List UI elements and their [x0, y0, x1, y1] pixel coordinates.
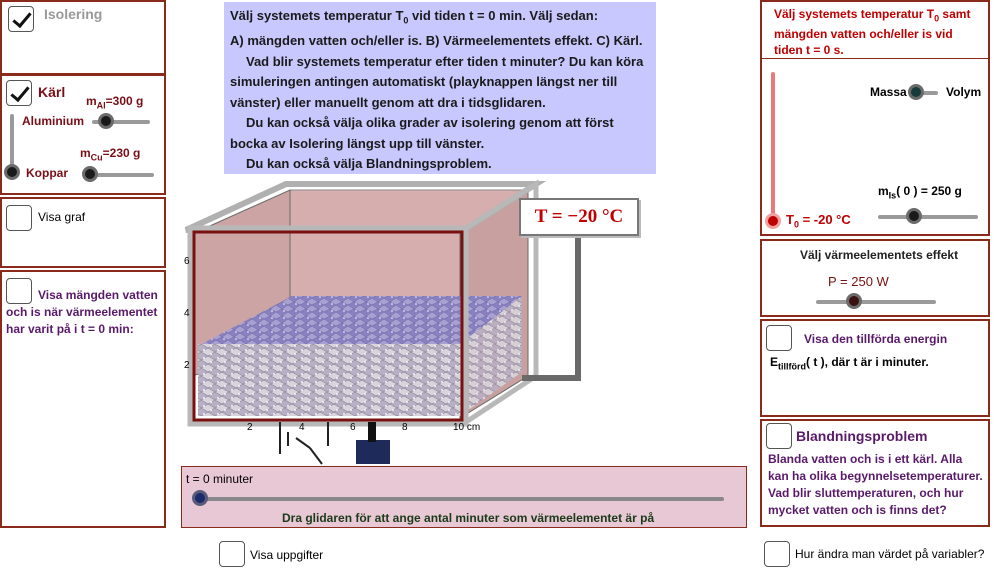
instructions-box: [224, 2, 656, 174]
visa-energi-checkbox[interactable]: [766, 325, 792, 351]
volym-label: Volym: [946, 85, 982, 99]
x-tick-6: 6: [350, 422, 356, 433]
time-slider-knob[interactable]: [192, 490, 208, 506]
material-slider-knob[interactable]: [4, 164, 20, 180]
y-tick-4: 4: [184, 308, 190, 319]
blandning-text: Blanda vatten och is i ett kärl. Alla kan ha olika begynnelsetemperaturer. Vad blir sluttemperaturen, och hur mycket vatten och is finns det?: [768, 452, 983, 517]
visa-uppgifter-label: Visa uppgifter: [250, 548, 324, 562]
time-panel: [181, 466, 747, 528]
t0-slider-track[interactable]: [771, 72, 775, 222]
t0-label: $T_0 = -20$ °C: [786, 212, 851, 230]
energi-panel: [760, 319, 990, 417]
time-label: t = 0 minuter: [186, 472, 254, 486]
t0-slider-knob[interactable]: [765, 213, 781, 229]
visa-graf-panel: [0, 197, 166, 268]
x-tick-10: 10 cm: [453, 422, 481, 433]
mis-label: $m_{Is}$( 0 ) = 250 g: [878, 184, 962, 201]
time-slider-track[interactable]: [196, 497, 724, 501]
visa-mangden-panel: [0, 270, 166, 528]
massa-volym-toggle-knob[interactable]: [908, 84, 924, 100]
instructions-line1: Välj systemets temperatur $T_0$ vid tiden t = 0 min. Välj sedan:: [230, 8, 599, 26]
visa-uppgifter-checkbox[interactable]: [219, 541, 245, 567]
instructions-para4: Du kan också välja Blandningsproblem.: [246, 156, 492, 172]
isolering-checkbox[interactable]: [8, 6, 34, 32]
x-tick-8: 8: [402, 422, 408, 433]
y-tick-6: 6: [184, 256, 190, 267]
visa-mangden-label: Visa mängden vatten och is när värmeelementet har varit på i t = 0 min:: [6, 288, 158, 336]
effekt-panel: [760, 239, 990, 317]
instructions-line2: A) mängden vatten och/eller is. B) Värmeelementets effekt. C) Kärl.: [230, 33, 643, 49]
isolering-label: Isolering: [44, 6, 103, 22]
karl-label: Kärl: [38, 84, 66, 100]
blandning-title: Blandningsproblem: [796, 428, 928, 444]
m-al-label: $m_{Al}=300$ g: [86, 94, 144, 111]
isolering-panel: [0, 0, 166, 75]
m-al-slider-knob[interactable]: [98, 113, 114, 129]
temp-mass-header: Välj systemets temperatur $T_0$ samt mängden vatten och/eller is vid tiden t = 0 s.: [774, 7, 971, 58]
koppar-label: Koppar: [26, 166, 68, 180]
instructions-para3: Du kan också välja olika grader av isolering genom att först bocka av Isolering längst upp till vänster.: [230, 115, 614, 151]
hur-andra-checkbox[interactable]: [764, 541, 790, 567]
m-cu-label: $m_{Cu}=230$ g: [80, 146, 141, 163]
karl-checkbox[interactable]: [6, 80, 32, 106]
e-tillford-formula: $E_{tillförd}$( t ), där t är i minuter.: [770, 355, 929, 372]
visa-energi-label: Visa den tillförda energin: [804, 332, 948, 346]
ice-front: [198, 344, 460, 416]
temperature-mass-panel: [760, 0, 990, 236]
massa-label: Massa: [870, 85, 907, 99]
visa-graf-checkbox[interactable]: [6, 205, 32, 231]
time-hint: Dra glidaren för att ange antal minuter som värmeelementet är på: [282, 511, 655, 525]
effekt-title: Välj värmeelementets effekt: [800, 248, 959, 262]
effekt-slider-track[interactable]: [816, 300, 936, 304]
y-tick-2: 2: [184, 360, 190, 371]
visa-graf-label: Visa graf: [38, 210, 86, 224]
mis-slider-knob[interactable]: [906, 208, 922, 224]
m-cu-slider-knob[interactable]: [82, 166, 98, 182]
blandning-checkbox[interactable]: [766, 423, 792, 449]
temperature-display-text: T = −20 °C: [534, 206, 624, 227]
x-tick-4: 4: [299, 422, 305, 433]
blandning-panel: [760, 419, 990, 527]
effekt-slider-knob[interactable]: [846, 293, 862, 309]
effekt-value: P = 250 W: [828, 274, 889, 289]
x-tick-2: 2: [247, 422, 253, 433]
mis-slider-track[interactable]: [878, 215, 978, 219]
temperature-display: [519, 198, 639, 236]
aluminium-label: Aluminium: [22, 114, 84, 128]
heater-box: [356, 440, 390, 464]
instructions-para2: Vad blir systemets temperatur efter tiden t minuter? Du kan köra simuleringen antingen automatiskt (playknappen längst ner till vänster) eller manuellt genom att dra i tidsglidaren.: [230, 53, 644, 110]
hur-andra-label: Hur ändra man värdet på variabler?: [795, 547, 985, 561]
heater-pipe: [522, 230, 578, 378]
karl-panel: [0, 74, 166, 195]
